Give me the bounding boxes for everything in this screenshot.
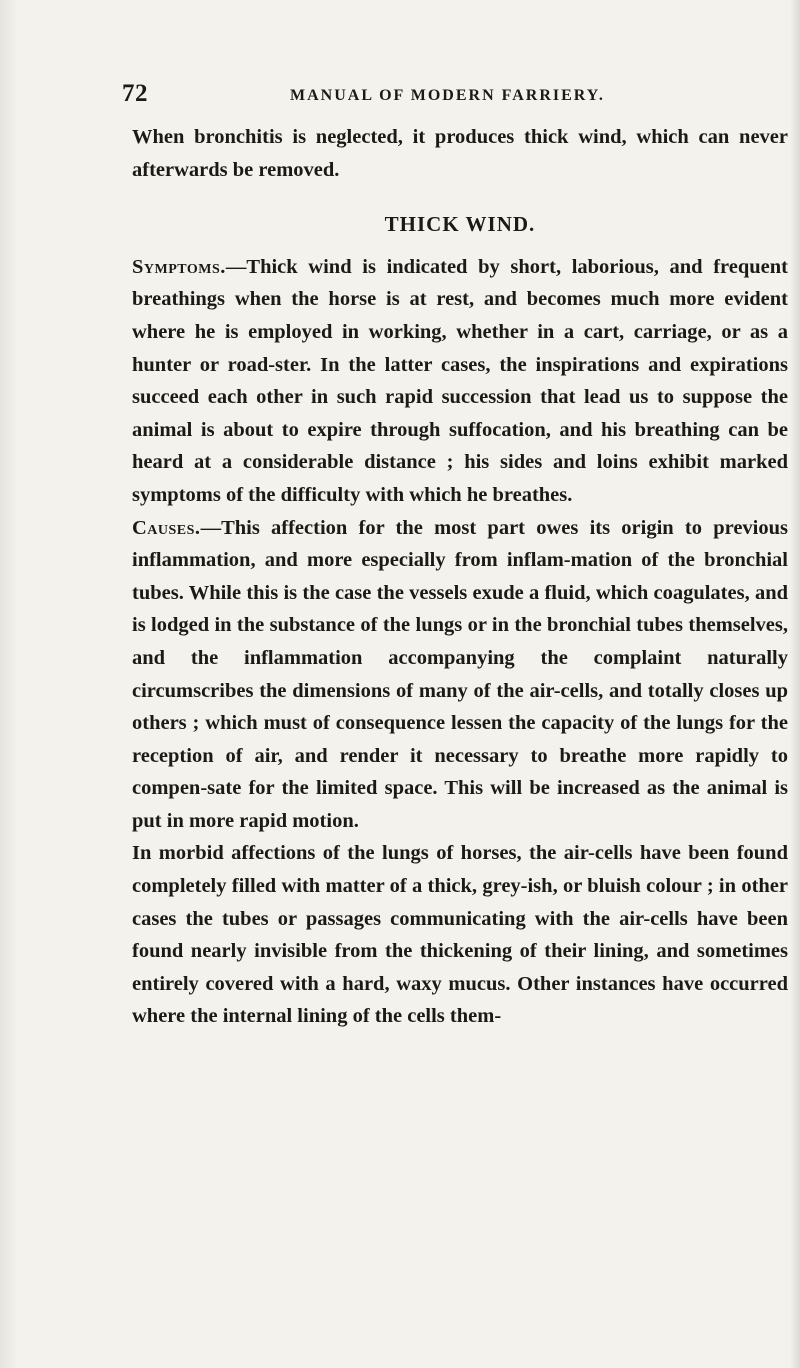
intro-paragraph: When bronchitis is neglected, it produces thick wind, which can never afterwards be removed. — [132, 126, 788, 181]
page-gutter-shadow — [0, 0, 18, 1368]
running-title: MANUAL OF MODERN FARRIERY. — [290, 87, 605, 104]
morbid-affections-paragraph: In morbid affections of the lungs of horses, the air-cells have been found completely filled with matter of a thick, grey-ish, or bluish colour ; in other cases the tubes or passages communicating with the air-cells have been found nearly invisible from the thickening of their lining, and sometimes entirely covered with a hard, waxy mucus. Other instances have occurred where the internal lining of the cells them- — [132, 842, 788, 1028]
symptoms-text: —Thick wind is indicated by short, laborious, and frequent breathings when the horse is at rest, and becomes much more evident where he is employed in working, whether in a cart, carriage, or as a hunter or road-ster. In the latter cases, the inspirations and expirations succeed each other in such rapid succession that lead us to suppose the animal is about to expire through suffocation, and his breathing can be heard at a considerable distance ; his sides and loins exhibit marked symptoms of the difficulty with which he breathes. — [132, 255, 788, 506]
symptoms-paragraph — [132, 251, 788, 512]
section-heading: THICK WIND. — [384, 212, 536, 237]
symptoms-label: Symptoms. — [132, 255, 226, 278]
running-head — [122, 80, 792, 110]
causes-label: Causes. — [132, 516, 201, 539]
causes-text: —This affection for the most part owes its origin to previous inflammation, and more especially from inflam-mation of the bronchial tubes. While this is the case the vessels exude a fluid, which coagulates, and is lodged in the substance of the lungs or in the bronchial tubes themselves, and the inflammation accompanying the complaint naturally circumscribes the dimensions of many of the air-cells, and totally closes up others ; which must of consequence lessen the capacity of the lungs for the reception of air, and render it necessary to breathe more rapidly to compen-sate for the limited space. This will be increased as the animal is put in more rapid motion. — [132, 516, 788, 832]
page-number: 72 — [122, 80, 148, 107]
page-edge-shadow — [790, 0, 800, 1368]
causes-paragraph — [132, 512, 788, 838]
body-text — [132, 121, 788, 1033]
